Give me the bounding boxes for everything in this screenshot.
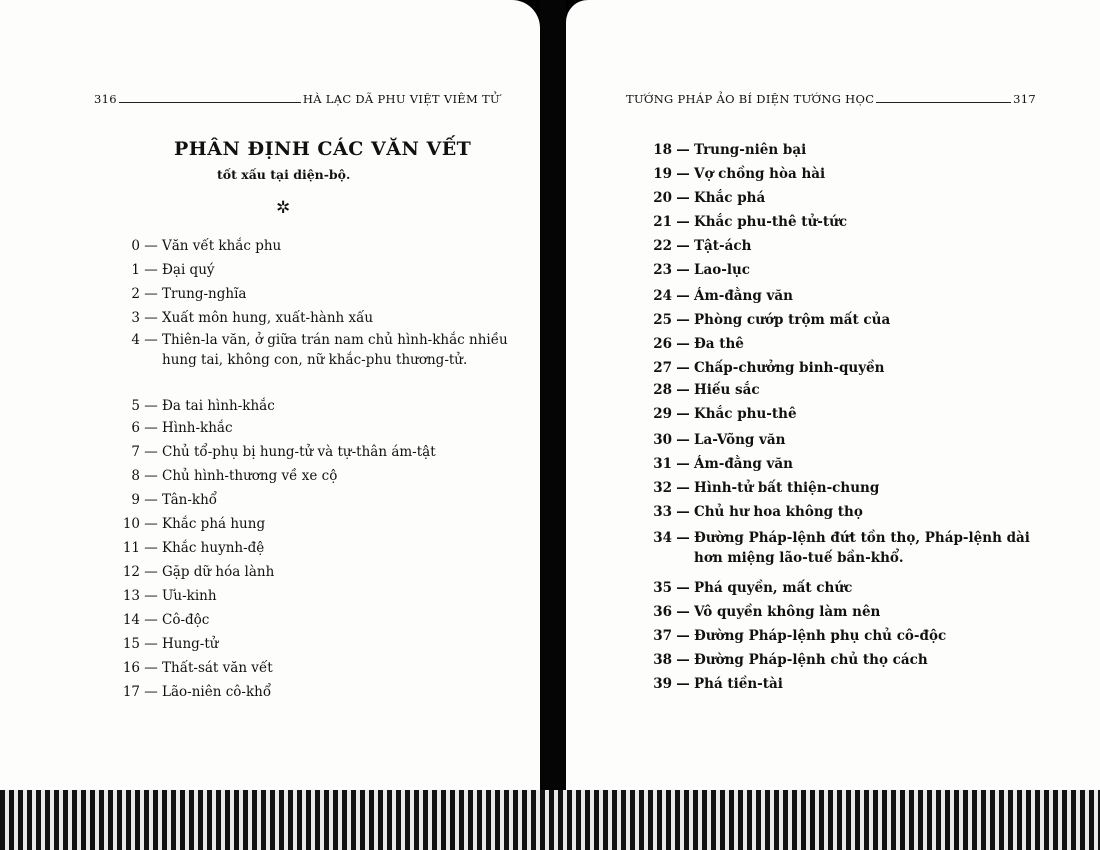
- entry-dash: —: [144, 540, 158, 556]
- entry-text: Khắc phá: [694, 190, 766, 206]
- entry-text: Xuất môn hung, xuất-hành xấu: [162, 310, 374, 326]
- entry-number: 0: [131, 238, 140, 254]
- left-entry-14: [118, 610, 508, 630]
- entry-dash: —: [676, 262, 690, 278]
- ornament-icon: ✲: [276, 198, 291, 218]
- entry-dash: —: [676, 142, 690, 158]
- entry-dash: —: [676, 406, 690, 422]
- entry-number: 39: [653, 676, 672, 692]
- entry-number: 20: [653, 190, 672, 206]
- entry-dash: —: [144, 468, 158, 484]
- right-running-head: [626, 92, 1036, 106]
- right-entry-26: [646, 334, 1038, 354]
- left-head-rule: [119, 102, 301, 103]
- entry-text: Tân-khổ: [162, 492, 218, 508]
- entry-text: Thiên-la văn, ở giữa trán nam chủ hình-khắc nhiều hung tai, không con, nữ khắc-phu thương-tử.: [162, 332, 508, 368]
- entry-dash: —: [676, 504, 690, 520]
- right-entry-34: [646, 528, 1038, 568]
- entry-number: 19: [653, 166, 672, 182]
- right-entry-22: [646, 236, 1038, 256]
- entry-dash: —: [144, 332, 158, 348]
- left-page-number: 316: [94, 92, 117, 106]
- entry-number: 37: [653, 628, 672, 644]
- entry-number: 2: [131, 286, 140, 302]
- entry-number: 33: [653, 504, 672, 520]
- entry-text: Thất-sát văn vết: [162, 660, 273, 676]
- entry-text: Hiếu sắc: [694, 382, 760, 398]
- entry-number: 31: [653, 456, 672, 472]
- entry-text: Lao-lục: [694, 262, 751, 278]
- left-entry-7: [118, 442, 508, 462]
- left-entry-5: [118, 396, 508, 416]
- entry-text: Chủ hư hoa không thọ: [694, 504, 863, 520]
- entry-number: 26: [653, 336, 672, 352]
- entry-text: Đa tai hình-khắc: [162, 398, 275, 414]
- right-entry-35: [646, 578, 1038, 598]
- entry-dash: —: [144, 444, 158, 460]
- entry-dash: —: [144, 492, 158, 508]
- entry-number: 18: [653, 142, 672, 158]
- right-entry-28: [646, 380, 1038, 400]
- entry-number: 16: [122, 660, 140, 676]
- entry-dash: —: [676, 238, 690, 254]
- entry-number: 17: [122, 684, 140, 700]
- entry-text: Tật-ách: [694, 238, 752, 254]
- entry-number: 22: [653, 238, 672, 254]
- entry-number: 30: [653, 432, 672, 448]
- book-spine: [540, 0, 566, 790]
- entry-dash: —: [676, 288, 690, 304]
- left-running-head: [94, 92, 500, 106]
- right-entry-25: [646, 310, 1038, 330]
- right-entry-31: [646, 454, 1038, 474]
- right-entry-36: [646, 602, 1038, 622]
- left-entry-12: [118, 562, 508, 582]
- entry-dash: —: [144, 262, 158, 278]
- scan-edge-strip: [0, 790, 1100, 850]
- entry-dash: —: [144, 564, 158, 580]
- left-entry-2: [118, 284, 508, 304]
- entry-text: Vợ chồng hòa hài: [694, 166, 826, 182]
- entry-number: 5: [131, 398, 140, 414]
- entry-number: 8: [131, 468, 140, 484]
- entry-number: 7: [131, 444, 140, 460]
- entry-number: 32: [653, 480, 672, 496]
- entry-text: Gặp dữ hóa lành: [162, 564, 275, 580]
- entry-dash: —: [676, 190, 690, 206]
- entry-number: 1: [131, 262, 140, 278]
- left-entry-16: [118, 658, 508, 678]
- entry-dash: —: [676, 628, 690, 644]
- entry-text: Ám-đằng văn: [694, 288, 793, 304]
- entry-text: Chủ tổ-phụ bị hung-tử và tự-thân ám-tật: [162, 444, 436, 460]
- entry-number: 36: [653, 604, 672, 620]
- right-entry-21: [646, 212, 1038, 232]
- entry-number: 35: [653, 580, 672, 596]
- entry-text: Hình-khắc: [162, 420, 233, 436]
- entry-number: 13: [122, 588, 140, 604]
- entry-number: 34: [653, 530, 672, 546]
- right-entry-37: [646, 626, 1038, 646]
- entry-dash: —: [676, 480, 690, 496]
- right-head-rule: [876, 102, 1011, 103]
- entry-dash: —: [676, 312, 690, 328]
- left-entry-17: [118, 682, 508, 702]
- entry-text: Ưu-kinh: [162, 588, 217, 604]
- right-entry-24: [646, 286, 1038, 306]
- entry-text: Đa thê: [694, 336, 744, 352]
- entry-text: Hình-tử bất thiện-chung: [694, 480, 880, 496]
- entry-dash: —: [676, 382, 690, 398]
- entry-dash: —: [676, 652, 690, 668]
- entry-text: Chấp-chưởng binh-quyền: [694, 360, 885, 376]
- entry-text: Đường Pháp-lệnh đứt tồn thọ, Pháp-lệnh dài hơn miệng lão-tuế bần-khổ.: [694, 530, 1030, 566]
- entry-dash: —: [676, 456, 690, 472]
- entry-text: Đường Pháp-lệnh phụ chủ cô-độc: [694, 628, 947, 644]
- entry-number: 28: [653, 382, 672, 398]
- entry-number: 6: [131, 420, 140, 436]
- entry-dash: —: [144, 238, 158, 254]
- entry-text: Đường Pháp-lệnh chủ thọ cách: [694, 652, 928, 668]
- entry-dash: —: [144, 612, 158, 628]
- entry-dash: —: [144, 684, 158, 700]
- entry-number: 11: [122, 540, 140, 556]
- right-page-number: 317: [1013, 92, 1036, 106]
- entry-dash: —: [144, 420, 158, 436]
- entry-number: 12: [122, 564, 140, 580]
- right-entry-29: [646, 404, 1038, 424]
- right-entry-19: [646, 164, 1038, 184]
- right-entry-27: [646, 358, 1038, 378]
- entry-number: 23: [653, 262, 672, 278]
- entry-number: 4: [131, 332, 140, 348]
- entry-text: Khắc phu-thê tử-tức: [694, 214, 848, 230]
- entry-dash: —: [676, 166, 690, 182]
- entry-text: Đại quý: [162, 262, 215, 278]
- entry-text: Ám-đằng văn: [694, 456, 793, 472]
- entry-text: Phá quyền, mất chức: [694, 580, 853, 596]
- left-entry-8: [118, 466, 508, 486]
- entry-number: 10: [122, 516, 140, 532]
- right-entry-23: [646, 260, 1038, 280]
- entry-text: Chủ hình-thương về xe cộ: [162, 468, 338, 484]
- left-entry-13: [118, 586, 508, 606]
- entry-dash: —: [676, 676, 690, 692]
- left-entry-6: [118, 418, 508, 438]
- right-entry-38: [646, 650, 1038, 670]
- entry-text: Trung-nghĩa: [162, 286, 247, 302]
- right-entry-18: [646, 140, 1038, 160]
- entry-number: 15: [122, 636, 140, 652]
- entry-text: La-Võng văn: [694, 432, 786, 448]
- entry-number: 29: [653, 406, 672, 422]
- entry-number: 3: [131, 310, 140, 326]
- entry-text: Phá tiền-tài: [694, 676, 783, 692]
- entry-dash: —: [144, 516, 158, 532]
- entry-dash: —: [676, 360, 690, 376]
- left-entry-0: [118, 236, 508, 256]
- entry-text: Vô quyền không làm nên: [694, 604, 881, 620]
- entry-dash: —: [144, 636, 158, 652]
- entry-text: Phòng cướp trộm mất của: [694, 312, 891, 328]
- right-entry-20: [646, 188, 1038, 208]
- entry-dash: —: [144, 588, 158, 604]
- entry-dash: —: [676, 336, 690, 352]
- entry-dash: —: [144, 286, 158, 302]
- entry-text: Khắc huynh-đệ: [162, 540, 265, 556]
- left-entry-10: [118, 514, 508, 534]
- entry-number: 9: [131, 492, 140, 508]
- entry-dash: —: [676, 530, 690, 546]
- right-entry-33: [646, 502, 1038, 522]
- right-entry-32: [646, 478, 1038, 498]
- entry-text: Cô-độc: [162, 612, 210, 628]
- entry-dash: —: [144, 398, 158, 414]
- section-subtitle: tốt xấu tại diện-bộ.: [217, 167, 351, 182]
- section-title: PHÂN ĐỊNH CÁC VĂN VẾT: [174, 138, 472, 160]
- left-entry-3: [118, 308, 508, 328]
- right-entry-30: [646, 430, 1038, 450]
- entry-number: 25: [653, 312, 672, 328]
- right-entry-39: [646, 674, 1038, 694]
- left-entry-4: [118, 330, 508, 370]
- entry-text: Văn vết khắc phu: [162, 238, 282, 254]
- entry-number: 38: [653, 652, 672, 668]
- entry-number: 27: [653, 360, 672, 376]
- entry-dash: —: [676, 604, 690, 620]
- left-running-head-text: HÀ LẠC DÃ PHU VIỆT VIÊM TỬ: [302, 92, 500, 106]
- entry-dash: —: [676, 214, 690, 230]
- entry-dash: —: [676, 580, 690, 596]
- left-entry-11: [118, 538, 508, 558]
- entry-number: 24: [653, 288, 672, 304]
- entry-dash: —: [144, 660, 158, 676]
- right-running-head-text: TƯỚNG PHÁP ẢO BÍ DIỆN TƯỚNG HỌC: [626, 92, 875, 106]
- entry-text: Khắc phá hung: [162, 516, 266, 532]
- entry-number: 21: [653, 214, 672, 230]
- entry-dash: —: [676, 432, 690, 448]
- entry-text: Hung-tử: [162, 636, 219, 652]
- left-entry-9: [118, 490, 508, 510]
- left-entry-15: [118, 634, 508, 654]
- entry-text: Trung-niên bại: [694, 142, 807, 158]
- entry-number: 14: [122, 612, 140, 628]
- entry-dash: —: [144, 310, 158, 326]
- left-entry-1: [118, 260, 508, 280]
- entry-text: Khắc phu-thê: [694, 406, 797, 422]
- entry-text: Lão-niên cô-khổ: [162, 684, 272, 700]
